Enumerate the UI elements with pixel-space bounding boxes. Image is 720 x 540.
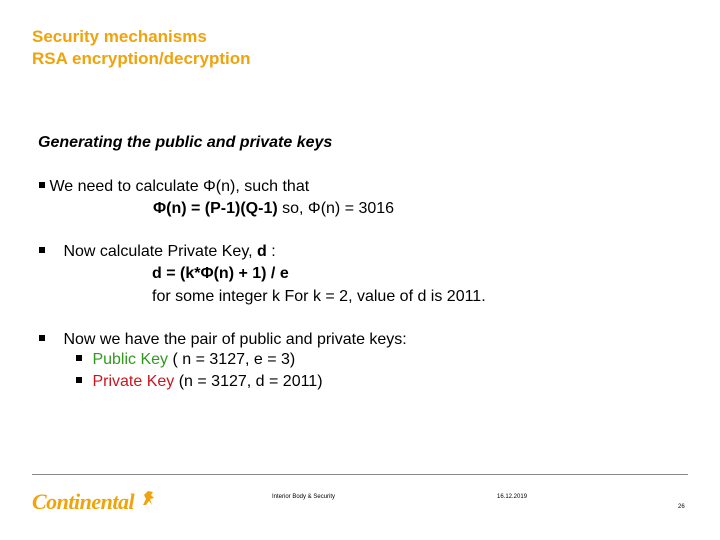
footer-department: Interior Body & Security [272, 494, 336, 500]
logo-text: Continental [32, 489, 135, 514]
bullet-2 [39, 242, 276, 262]
bullet-1 [39, 177, 309, 197]
private-key-note: for some integer k For k = 2, value of d is 2011. [152, 288, 486, 305]
continental-logo [32, 489, 156, 515]
sub-bullet-marker-icon [76, 355, 82, 361]
public-key-item [76, 350, 295, 370]
bullet-2-var: d [257, 243, 267, 260]
bullet-marker-icon [39, 247, 45, 253]
section-subtitle: Generating the public and private keys [38, 134, 333, 151]
footer-divider [32, 474, 688, 475]
private-key-value: (n = 3127, d = 2011) [174, 373, 323, 390]
private-key-item [76, 372, 323, 392]
public-key-value: ( n = 3127, e = 3) [168, 351, 296, 368]
footer-date: 16.12.2019 [497, 494, 528, 500]
page-number: 26 [678, 504, 685, 510]
private-key-label: Private Key [92, 373, 175, 390]
title-line-2: RSA encryption/decryption [32, 49, 251, 68]
bullet-2-suffix: : [266, 243, 276, 260]
bullet-3-text: Now we have the pair of public and private keys: [63, 331, 407, 348]
title-line-1: Security mechanisms [32, 27, 207, 46]
slide-title [32, 26, 251, 70]
bullet-marker-icon [39, 182, 45, 188]
bullet-3 [39, 330, 407, 350]
horse-icon [140, 489, 156, 507]
bullet-1-text: We need to calculate Φ(n), such that [49, 178, 310, 195]
public-key-label: Public Key [92, 351, 169, 368]
private-key-formula: d = (k*Φ(n) + 1) / e [152, 265, 289, 282]
bullet-1-formula-line [153, 199, 394, 219]
phi-result: so, Φ(n) = 3016 [277, 200, 395, 217]
bullet-2-prefix: Now calculate Private Key, [63, 243, 258, 260]
bullet-marker-icon [39, 335, 45, 341]
phi-formula: Φ(n) = (P-1)(Q-1) [153, 200, 278, 217]
sub-bullet-marker-icon [76, 377, 82, 383]
